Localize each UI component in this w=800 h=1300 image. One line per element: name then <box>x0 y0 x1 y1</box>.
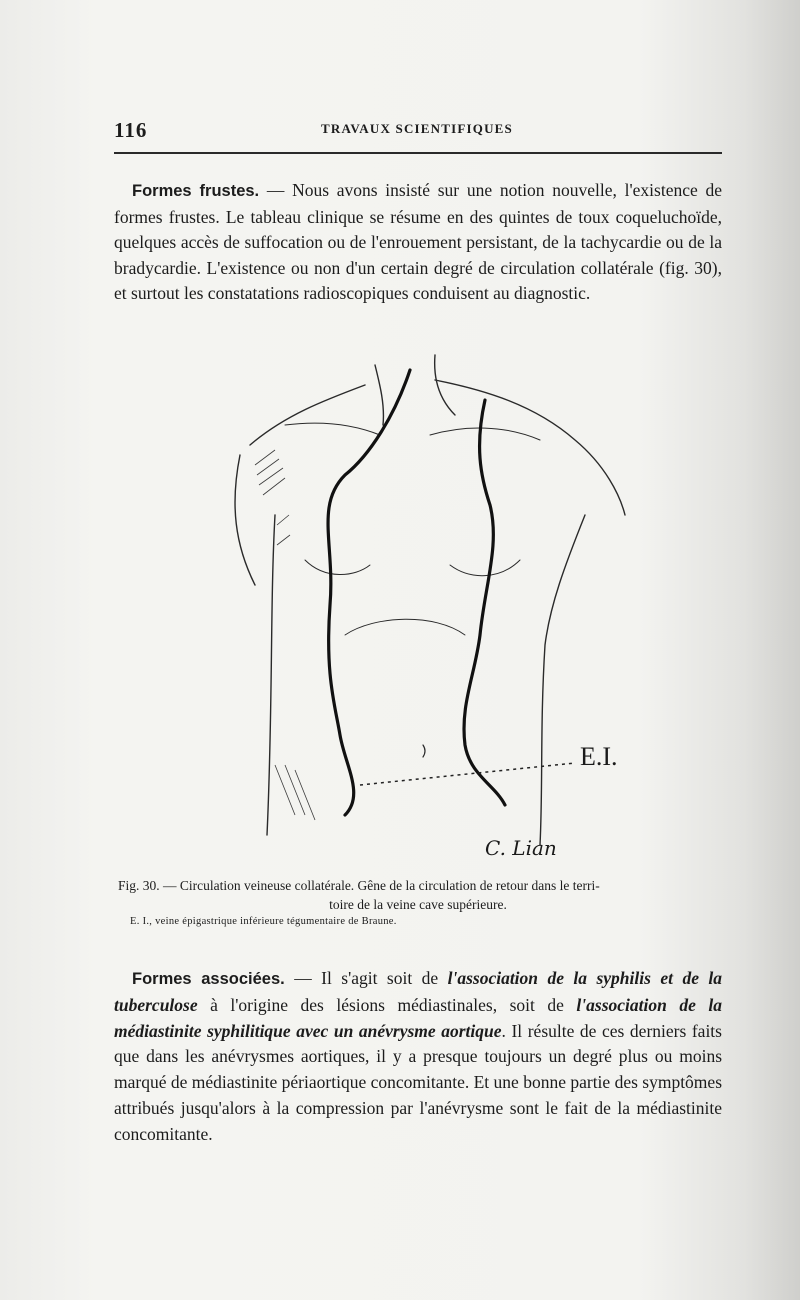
paragraph-formes-associees <box>114 966 722 1148</box>
paragraph-text: — Nous avons insisté sur une notion nouvelle, l'existence de formes frustes. Le tableau clinique se résume en des quintes de toux coqueluchoïde, quelques accès de suffocation ou de l'enrouement persistant, de la tachycardie ou de la bradycardie. L'existence ou non d'un certain degré de circulation collatérale (fig. 30), et surtout les constatations radioscopiques conduisent au diagnostic. <box>114 180 722 303</box>
runin-heading-2: Formes associées. <box>132 970 285 988</box>
paragraph-formes-frustes <box>114 178 722 307</box>
artist-signature: C. Lian <box>485 836 557 860</box>
right-shoulder-line <box>435 380 625 515</box>
left-pectoral <box>305 560 370 575</box>
right-pectoral <box>450 560 520 576</box>
figure-illustration <box>195 345 635 865</box>
caption-lead: Fig. 30. — Circulation veineuse collatérale. Gêne de la circulation de retour dans le terri- <box>118 878 600 893</box>
left-shoulder-line <box>250 385 365 445</box>
figure-note: E. I., veine épigastrique inférieure tégumentaire de Braune. <box>130 916 397 927</box>
neck-right <box>435 355 455 415</box>
running-title: TRAVAUX SCIENTIFIQUES <box>321 121 513 136</box>
label-leader-line <box>360 763 575 785</box>
torso-drawing <box>195 345 635 865</box>
paragraph2-text-2: à l'origine des lésions médiastinales, soit de <box>197 994 577 1015</box>
neck-left <box>375 365 383 425</box>
paragraph2-emphasis-2: l'association de la médiastinite syphilitique avec un anévrysme aortique <box>114 994 723 1041</box>
right-vein <box>464 400 505 805</box>
page-number: 116 <box>114 118 148 142</box>
caption-continuation: toire de la veine cave supérieure. <box>329 897 507 912</box>
runin-heading: Formes frustes. <box>132 182 260 200</box>
figure-caption <box>114 876 722 914</box>
left-clavicle <box>285 423 380 435</box>
paragraph2-text-3: . Il résulte de ces derniers faits que dans les anévrysmes aortiques, il y a presque toujours un degré plus ou moins marqué de médiastinite périaortique concomitante. Et une bonne partie des symptômes attribués jusqu'alors à la compression par l'anévrysme sont le fait de la médiastinite concomitante. <box>114 1020 722 1144</box>
rib-margin <box>345 619 465 635</box>
figure-label-ei: E.I. <box>580 742 618 771</box>
right-clavicle <box>430 428 540 440</box>
paragraph2-emphasis-1: l'association de la syphilis et de la tuberculose <box>114 968 723 1015</box>
header-rule <box>114 152 722 154</box>
right-flank-line <box>540 515 585 845</box>
paragraph2-text-1: — Il s'agit soit de <box>284 968 448 988</box>
left-flank-line <box>267 515 275 835</box>
left-arm-line <box>235 455 255 585</box>
left-vein <box>328 370 410 815</box>
page-header <box>114 118 720 146</box>
navel <box>423 745 425 757</box>
